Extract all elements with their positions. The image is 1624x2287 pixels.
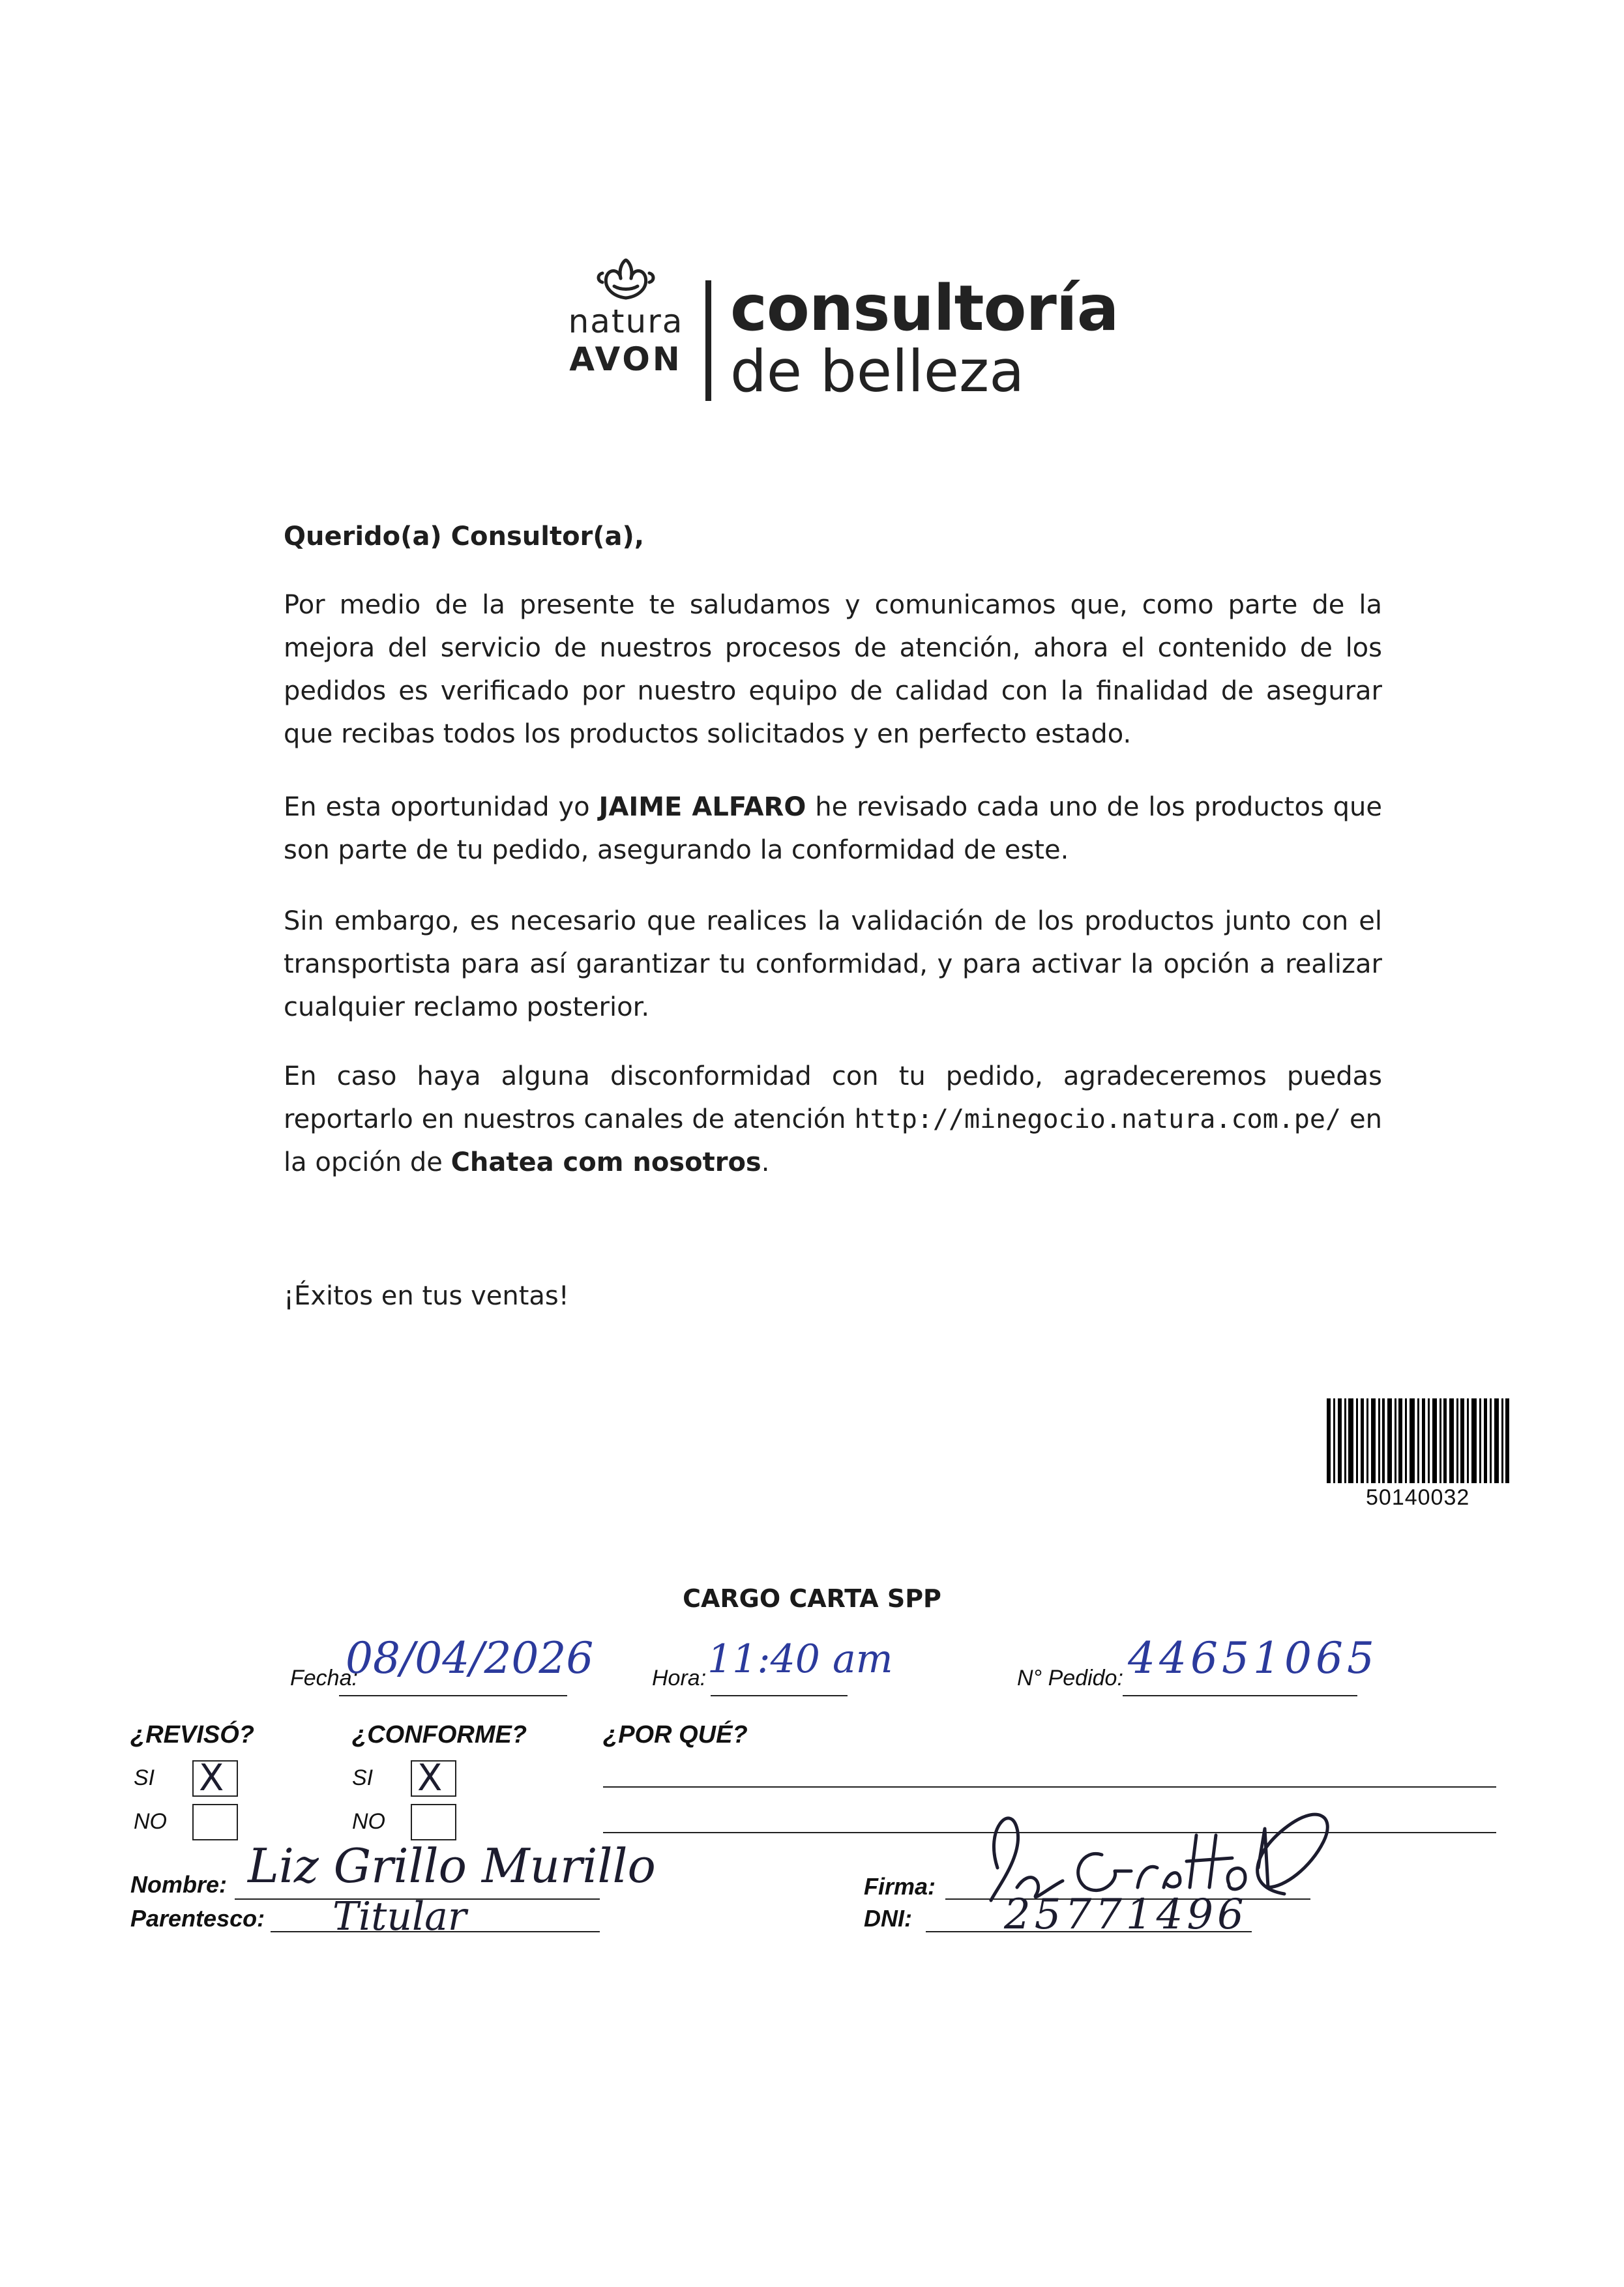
reviso-no-checkbox[interactable] [192,1804,238,1840]
conforme-si-mark: X [417,1757,443,1799]
nombre-label: Nombre: [130,1871,228,1898]
hora-value[interactable]: 11:40 am [707,1636,893,1682]
reviso-si-mark: X [199,1757,224,1799]
reviso-heading: ¿REVISÓ? [130,1721,255,1748]
conforme-si-label: SI [352,1765,374,1790]
parentesco-label: Parentesco: [130,1905,265,1932]
barcode [1327,1398,1509,1483]
chat-option-name: Chatea com nosotros [450,1147,761,1177]
pedido-line [1123,1695,1357,1696]
support-url: http://minegocio.natura.com.pe/ [854,1104,1342,1134]
letter-paragraph-1: Por medio de la presente te saludamos y comunicamos que, como parte de la mejora del servicio de nuestros procesos de atención, ahora el contenido de los pedidos es verificado por nuestro equipo de calidad con la finalidad de asegurar que recibas todos los productos solicitados y en perfecto estado. [284,590,1382,749]
dni-value[interactable]: 25771496 [1004,1891,1248,1939]
p4-text-middle: en la opción de [284,1104,1382,1177]
avon-wordmark: AVON [569,340,683,378]
barcode-number: 50140032 [1366,1485,1470,1510]
logo-divider [705,280,711,401]
hora-line [711,1695,848,1696]
letter-paragraph-3: Sin embargo, es necesario que realices la validación de los productos junto con el transportista para así garantizar tu conformidad, y para activar la opción a realizar cualquier reclamo posterior. [284,906,1382,1022]
porque-heading: ¿POR QUÉ? [603,1721,748,1748]
form-title: CARGO CARTA SPP [683,1584,941,1613]
p2-text-before: En esta oportunidad yo [284,792,599,822]
reviso-si-label: SI [134,1765,155,1790]
fecha-label: Fecha: [290,1666,358,1690]
parentesco-value[interactable]: Titular [332,1894,467,1940]
p4-text-before: En caso haya alguna disconformidad con tu pedido, agradeceremos puedas reportarlo en nuestros canales de atención [284,1061,1382,1134]
letter-paragraph-2 [284,786,1382,872]
fecha-line [339,1695,567,1696]
flower-icon [595,258,657,303]
letter-greeting: Querido(a) Consultor(a), [284,522,645,552]
logo-title-de-belleza: de belleza [730,338,1025,405]
reviewer-name: JAIME ALFARO [598,792,806,822]
letter-closing: ¡Éxitos en tus ventas! [284,1281,569,1311]
pedido-value[interactable]: 44651065 [1128,1633,1378,1683]
fecha-value[interactable]: 08/04/2026 [346,1633,594,1683]
dni-label: DNI: [864,1905,912,1932]
hora-label: Hora: [652,1666,707,1690]
conforme-no-checkbox[interactable] [411,1804,456,1840]
p2-text-after: he revisado cada uno de los productos que son parte de tu pedido, asegurando la conformidad de este. [284,792,1383,865]
conforme-heading: ¿CONFORME? [352,1721,527,1748]
reviso-no-label: NO [134,1809,167,1834]
brand-logo [561,258,691,379]
logo-title-consultoria: consultoría [730,272,1119,345]
p4-text-end: . [761,1147,770,1177]
pedido-label: N° Pedido: [1017,1666,1123,1690]
firma-label: Firma: [864,1873,936,1900]
letter-paragraph-4 [284,1055,1382,1184]
porque-line-1[interactable] [603,1786,1496,1788]
conforme-no-label: NO [352,1809,385,1834]
nombre-value[interactable]: Liz Grillo Murillo [248,1838,656,1893]
natura-wordmark: natura [568,302,684,340]
